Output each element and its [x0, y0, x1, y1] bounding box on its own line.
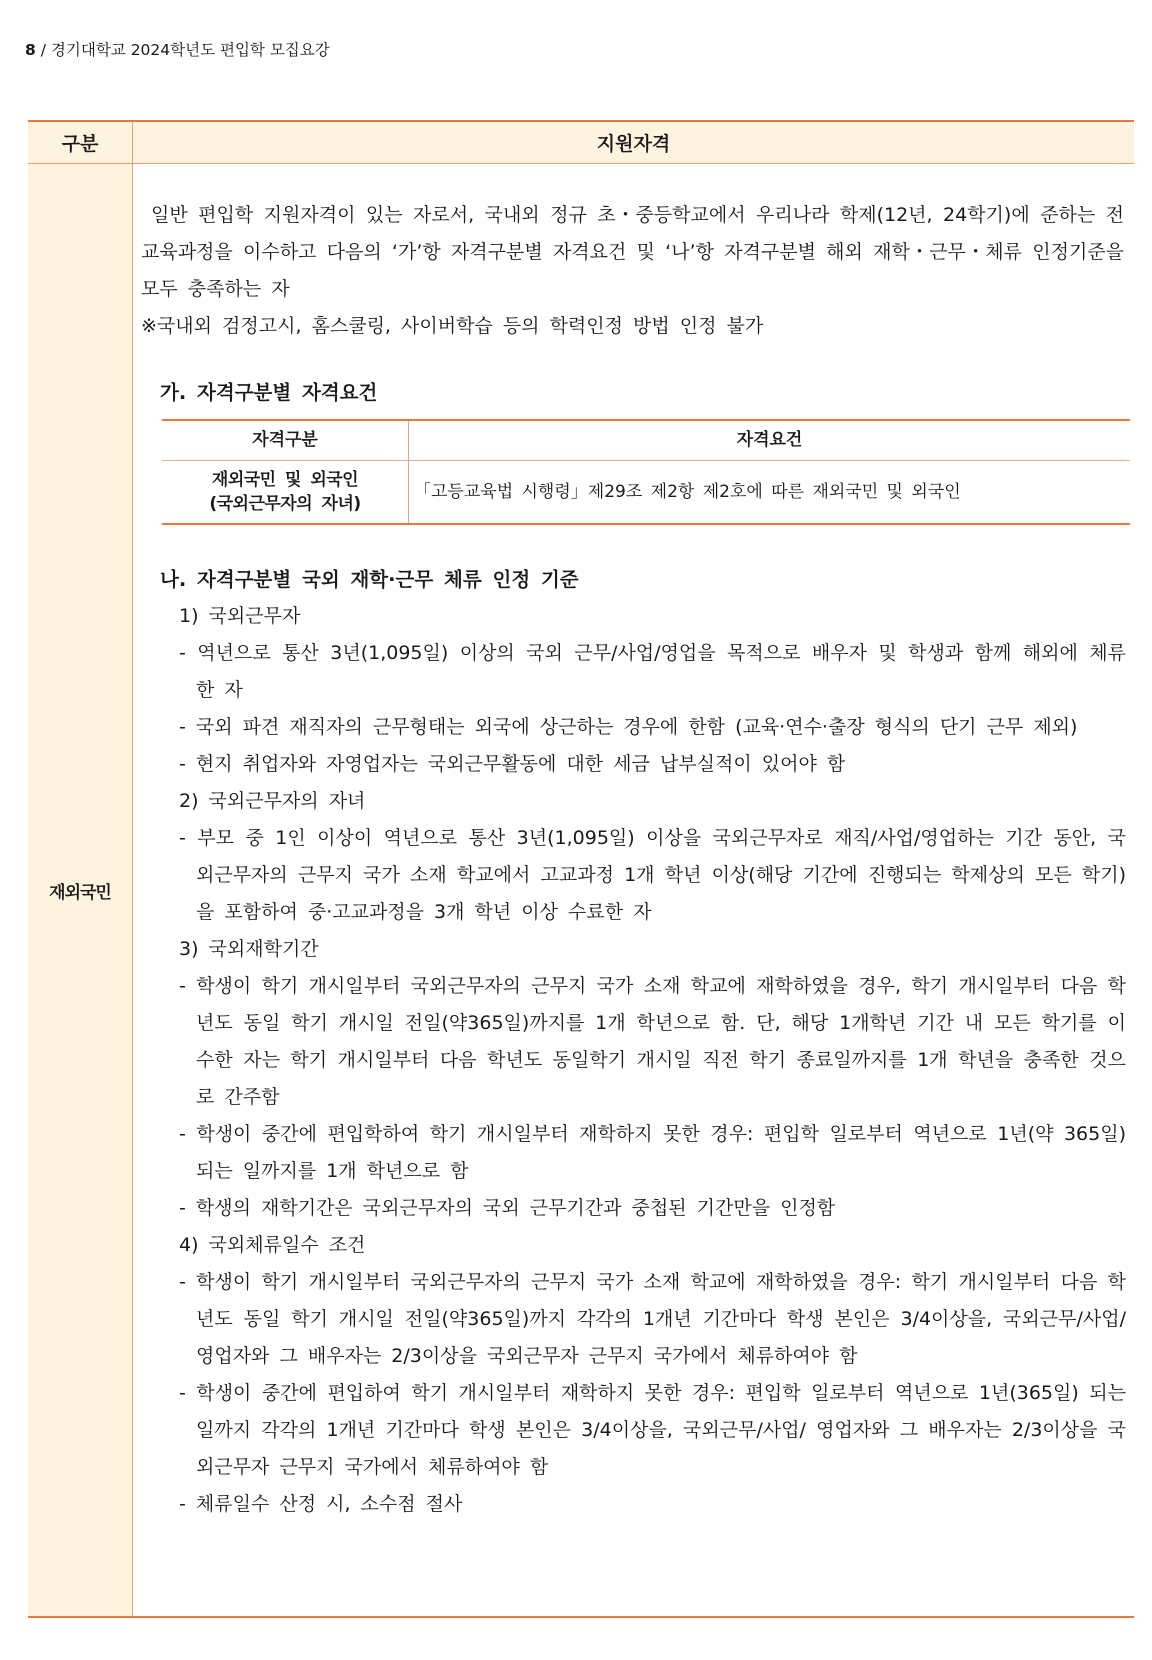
document-title: 경기대학교 2024학년도 편입학 모집요강	[50, 41, 330, 59]
group-heading: 3) 국외재학기간	[179, 938, 319, 960]
requirement-category-cell	[162, 461, 409, 525]
requirement-table	[162, 419, 1130, 525]
group-worker-children	[133, 783, 1134, 931]
list-item: - 학생이 학기 개시일부터 국외근무자의 근무지 국가 소재 학교에 재학하였을 경우: 학기 개시일부터 다음 학년도 동일 학기 개시일 전일(약365일)까지 각각의 1개년 기간마다 학생 본인은 3/4이상을, 국외근무/사업/영업자와 그 배우자는 2/3이상을 국외근무자 근무지 국가에서 체류하여야 함	[179, 1271, 1126, 1367]
page-number: 8	[25, 41, 36, 59]
group-heading: 4) 국외체류일수 조건	[179, 1234, 366, 1256]
requirement-cell: 「고등교육법 시행령」제29조 제2항 제2호에 따른 재외국민 및 외국인	[409, 461, 1131, 525]
list-item: - 학생이 중간에 편입하여 학기 개시일부터 재학하지 못한 경우: 편입학 일로부터 역년으로 1년(365일) 되는 일까지 각각의 1개년 기간마다 학생 본인은 3/4이상을, 국외근무/사업/ 영업자와 그 배우자는 2/3이상을 국외근무자 근무지 국가에서 체류하여야 함	[179, 1382, 1126, 1478]
qualification-cell	[133, 164, 1135, 1618]
group-enrollment-period	[133, 931, 1134, 1227]
group-residence-days	[133, 1227, 1134, 1523]
list-item: - 부모 중 1인 이상이 역년으로 통산 3년(1,095일) 이상을 국외근무자로 재직/사업/영업하는 기간 동안, 국외근무자의 근무지 국가 소재 학교에서 고교과정 1개 학년 이상(해당 기간에 진행되는 학제상의 모든 학기)을 포함하여 중·고교과정을 3개 학년 이상 수료한 자	[179, 827, 1126, 923]
intro-block	[141, 197, 1124, 345]
group-heading: 1) 국외근무자	[179, 605, 301, 627]
section-a-title: 가. 자격구분별 자격요건	[160, 381, 378, 404]
list-item: - 학생이 학기 개시일부터 국외근무자의 근무지 국가 소재 학교에 재학하였을 경우, 학기 개시일부터 다음 학년도 동일 학기 개시일 전일(약365일)까지를 1개 학년으로 함. 단, 해당 1개학년 기간 내 모든 학기를 이수한 자는 학기 개시일부터 다음 학년도 동일학기 개시일 직전 학기 종료일까지를 1개 학년을 충족한 것으로 간주함	[179, 975, 1126, 1108]
requirement-header-requirement: 자격요건	[409, 420, 1131, 461]
header-separator: /	[40, 41, 46, 59]
list-item: - 학생의 재학기간은 국외근무자의 국외 근무기간과 중첩된 기간만을 인정함	[179, 1197, 836, 1219]
category-cell: 재외국민	[28, 164, 133, 1618]
list-item: - 역년으로 통산 3년(1,095일) 이상의 국외 근무/사업/영업을 목적으로 배우자 및 학생과 함께 해외에 체류한 자	[179, 642, 1126, 701]
group-overseas-worker	[133, 598, 1134, 783]
requirement-header-category: 자격구분	[162, 420, 409, 461]
requirement-category-line2: (국외근무자의 자녀)	[209, 494, 361, 514]
intro-paragraph: 일반 편입학 지원자격이 있는 자로서, 국내외 정규 초・중등학교에서 우리나라 학제(12년, 24학기)에 준하는 전 교육과정을 이수하고 다음의 ‘가’항 자격구분별 자격요건 및 ‘나’항 자격구분별 해외 재학・근무・체류 인정기준을 모두 충족하는 자	[141, 204, 1124, 300]
qualification-table	[28, 120, 1134, 1618]
list-item: - 학생이 중간에 편입학하여 학기 개시일부터 재학하지 못한 경우: 편입학 일로부터 역년으로 1년(약 365일) 되는 일까지를 1개 학년으로 함	[179, 1123, 1126, 1182]
list-item: - 체류일수 산정 시, 소수점 절사	[179, 1493, 463, 1515]
list-item: - 현지 취업자와 자영업자는 국외근무활동에 대한 세금 납부실적이 있어야 함	[179, 753, 846, 775]
list-item: - 국외 파견 재직자의 근무형태는 외국에 상근하는 경우에 한함 (교육·연수·출장 형식의 단기 근무 제외)	[179, 716, 1078, 738]
requirement-category-line1: 재외국민 및 외국인	[211, 470, 359, 490]
intro-note: ※국내외 검정고시, 홈스쿨링, 사이버학습 등의 학력인정 방법 인정 불가	[141, 315, 764, 337]
column-header-category: 구분	[28, 121, 133, 164]
page-header	[25, 38, 330, 60]
section-b-title: 나. 자격구분별 국외 재학·근무 체류 인정 기준	[160, 568, 579, 591]
group-heading: 2) 국외근무자의 자녀	[179, 790, 366, 812]
column-header-qualification: 지원자격	[133, 121, 1135, 164]
